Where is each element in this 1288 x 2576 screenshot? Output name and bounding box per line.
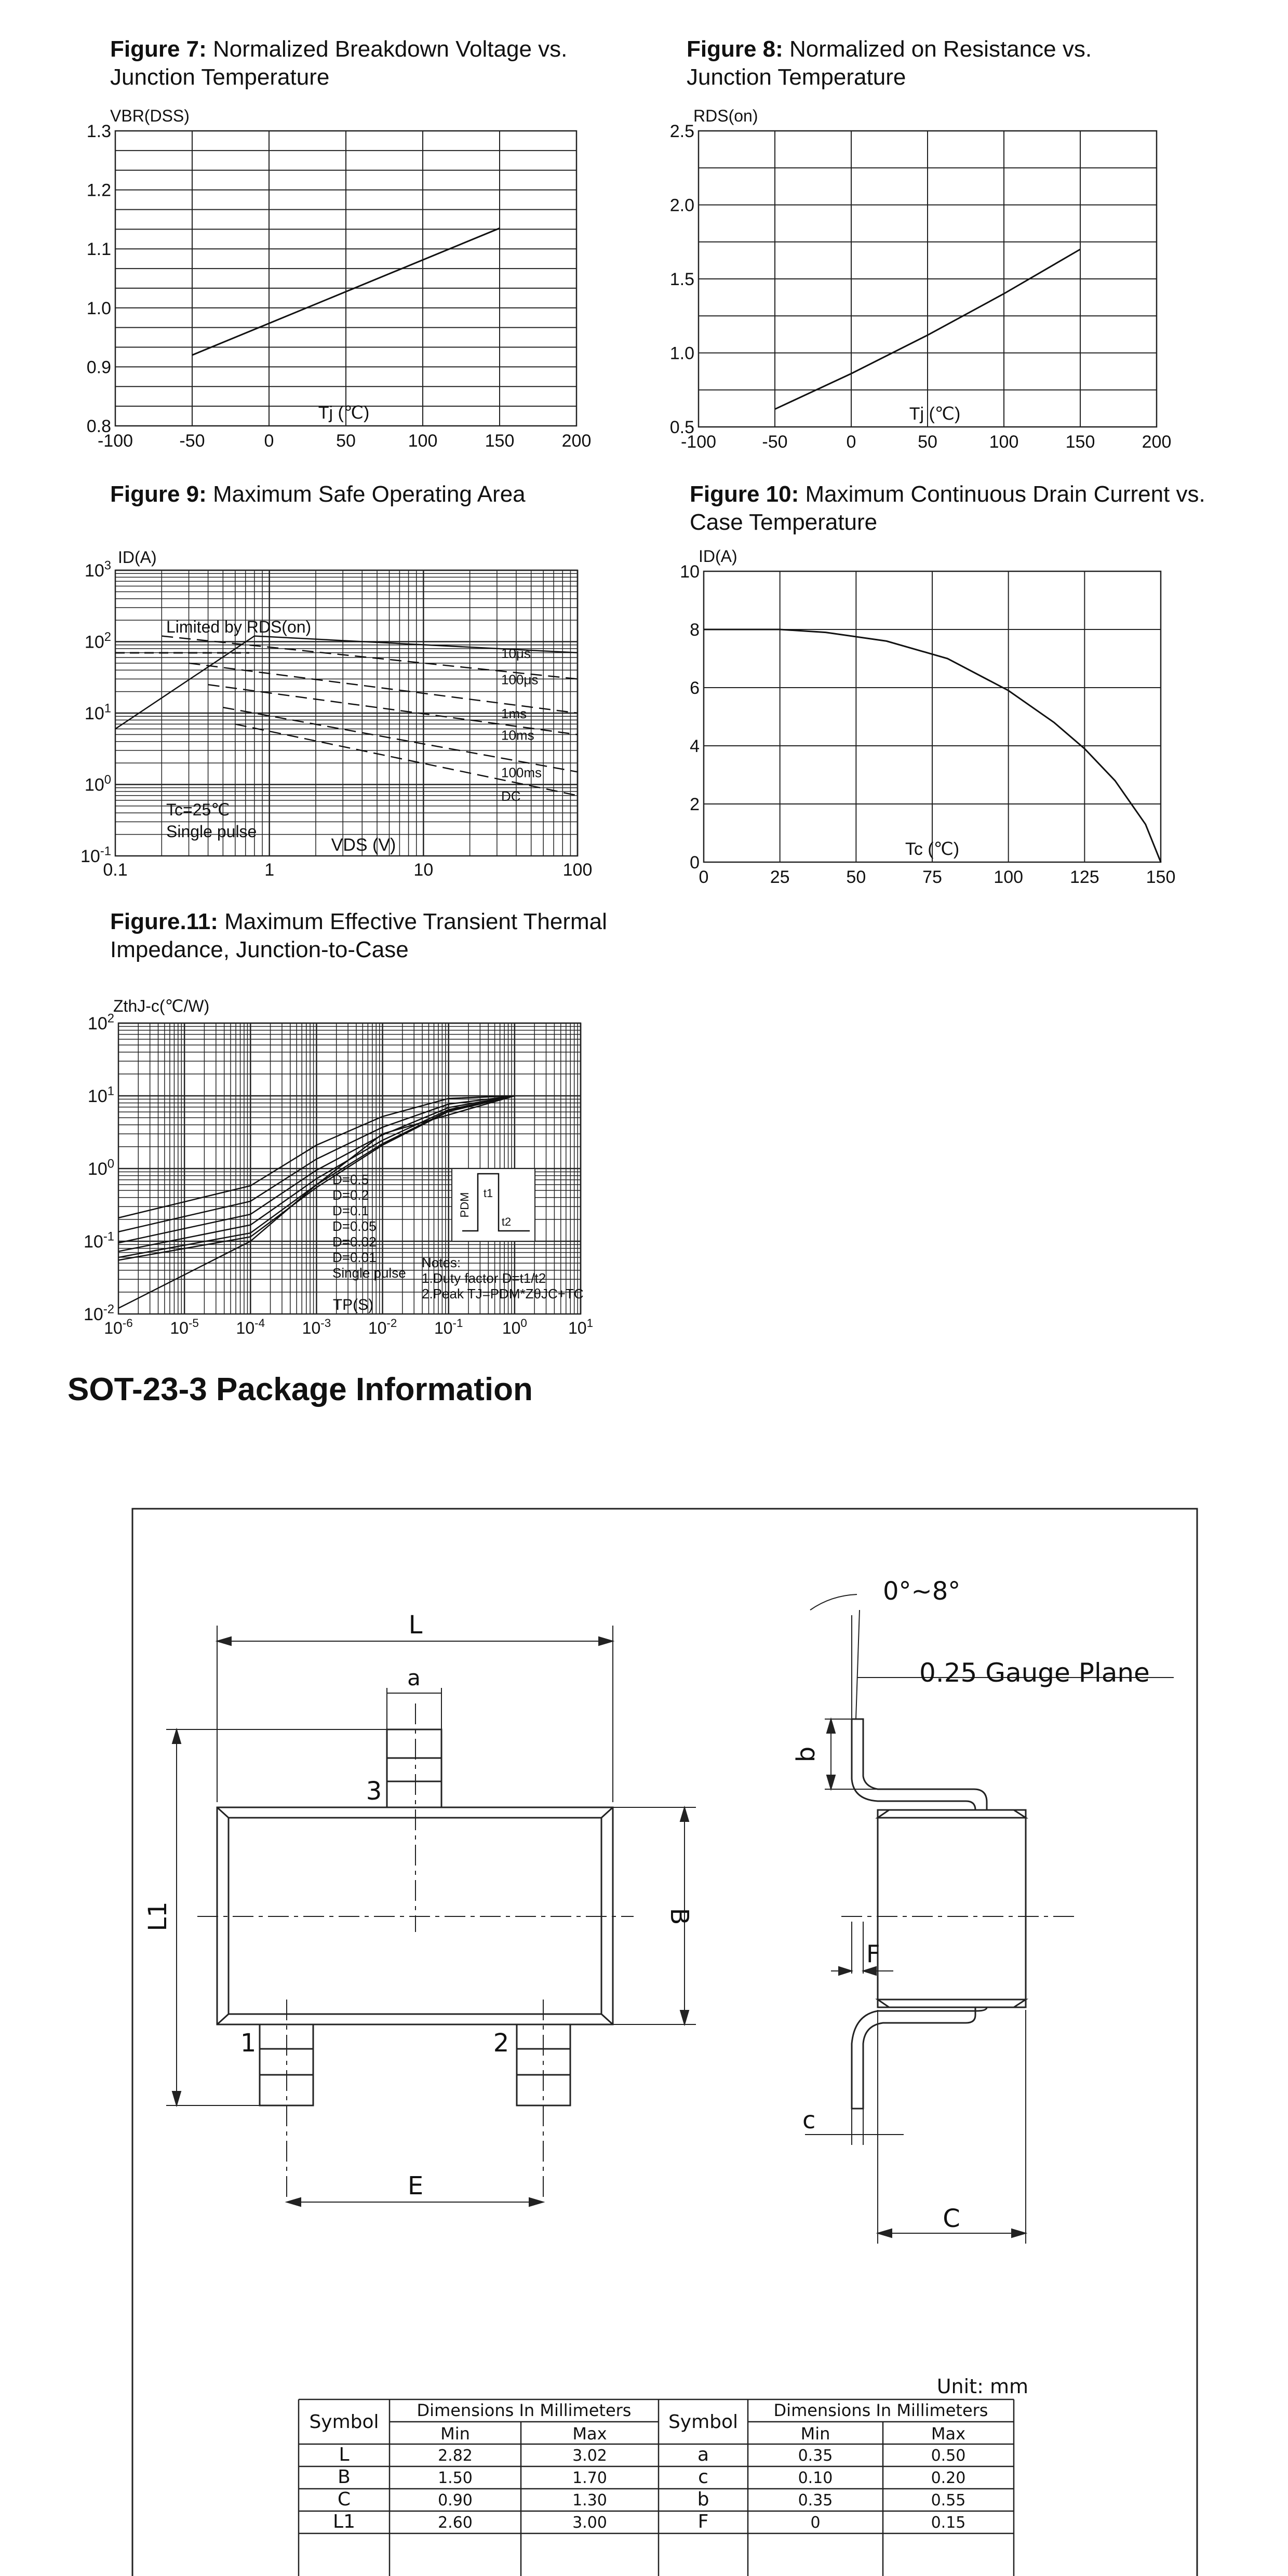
table-cell: 3.02 [572, 2447, 607, 2465]
pin-1-label: 1 [240, 2029, 257, 2058]
y-tick-label: $10^{-1}$ [81, 844, 111, 866]
table-cell: Min [440, 2424, 470, 2444]
x-axis-label: Tj (℃) [318, 403, 370, 423]
y-tick-label: $10^2$ [87, 1011, 114, 1034]
y-tick-label: 0 [690, 853, 700, 873]
annotation: Single pulse [166, 822, 257, 841]
dim-C: C [943, 2204, 960, 2233]
dim-F: F [866, 1940, 880, 1968]
legend-entry: D=0.01 [332, 1250, 377, 1265]
table-cell: 0.35 [798, 2491, 833, 2510]
pin-3-label: 3 [366, 1777, 382, 1806]
x-tick-label: 25 [770, 867, 790, 887]
x-tick-label: 150 [485, 431, 515, 451]
table-cell: 0.15 [931, 2514, 966, 2532]
y-axis-label: ZthJ-c(℃/W) [113, 997, 210, 1015]
x-tick-label: 150 [1146, 867, 1176, 887]
legend-entry: D=0.5 [332, 1172, 369, 1187]
table-cell: F [697, 2511, 709, 2532]
table-cell: 3.00 [572, 2514, 607, 2532]
x-tick-label: -50 [179, 431, 205, 451]
table-cell: b [697, 2489, 709, 2510]
x-tick-label: $10^{-1}$ [434, 1317, 463, 1337]
y-axis-label: ID(A) [699, 547, 737, 566]
y-tick-label: $10^{-2}$ [84, 1302, 114, 1324]
note-text: 1.Duty factor D=t1/t2 [422, 1270, 546, 1286]
legend-entry: D=0.05 [332, 1218, 377, 1234]
dim-b: b [791, 1746, 821, 1763]
y-tick-label: 6 [690, 678, 700, 698]
legend-entry: D=0.2 [332, 1187, 369, 1203]
series-label: 100ms [501, 764, 542, 781]
x-tick-label: 0 [699, 867, 709, 887]
dim-L: L [408, 1611, 423, 1640]
series-label: 10ms [501, 727, 534, 743]
table-cell: 1.50 [438, 2469, 473, 2487]
unit-label: Unit: mm [936, 2375, 1028, 2398]
gauge-plane-label: 0.25 Gauge Plane [919, 1658, 1150, 1688]
x-tick-label: 150 [1065, 432, 1095, 452]
y-tick-label: 2.5 [669, 122, 694, 141]
y-tick-label: $10^1$ [84, 701, 111, 723]
y-axis-label: RDS(on) [693, 106, 758, 125]
table-cell: L1 [333, 2511, 355, 2532]
y-tick-label: 1.0 [669, 343, 694, 364]
figure-11-caption: Figure.11: Maximum Effective Transient Thermal Impedance, Junction-to-Case [110, 909, 607, 962]
table-cell: Symbol [668, 2411, 739, 2433]
table-cell: L [339, 2444, 350, 2465]
y-tick-label: 2 [690, 795, 700, 814]
table-cell: 0.35 [798, 2447, 833, 2465]
x-axis-label: TP(S) [332, 1296, 374, 1313]
y-tick-label: 1.1 [86, 239, 111, 260]
x-tick-label: 100 [408, 431, 438, 451]
pin-2-label: 2 [493, 2029, 509, 2058]
x-tick-label: 0.1 [103, 860, 128, 880]
x-tick-label: 200 [1142, 432, 1172, 452]
inset-label: t2 [501, 1215, 512, 1228]
x-tick-label: 10 [413, 860, 434, 880]
table-cell: Min [800, 2424, 830, 2444]
y-tick-label: 0.9 [86, 357, 111, 378]
y-tick-label: $10^3$ [84, 558, 111, 581]
y-tick-label: 1.2 [86, 180, 111, 200]
table-cell: 2.82 [438, 2447, 473, 2465]
y-tick-label: 0.5 [669, 418, 694, 437]
x-tick-label: $10^{-6}$ [104, 1317, 133, 1337]
x-tick-label: $10^{-2}$ [368, 1317, 397, 1337]
x-tick-label: 0 [846, 432, 856, 452]
y-tick-label: 1.0 [86, 298, 111, 318]
dim-L1: L1 [143, 1901, 172, 1931]
x-tick-label: 0 [264, 431, 274, 451]
x-tick-label: -100 [680, 432, 717, 452]
series-label: DC [501, 788, 521, 804]
x-tick-label: $10^0$ [502, 1317, 527, 1337]
table-cell: Dimensions In Millimeters [773, 2400, 988, 2420]
x-tick-label: $10^{-4}$ [236, 1317, 265, 1337]
x-tick-label: 100 [994, 867, 1024, 887]
x-tick-label: 50 [336, 431, 356, 451]
y-tick-label: 1.3 [86, 122, 111, 141]
table-cell: 0.50 [931, 2447, 966, 2465]
legend-entry: Single pulse [332, 1265, 406, 1281]
y-tick-label: $10^{-1}$ [84, 1229, 114, 1252]
y-tick-label: 8 [690, 620, 700, 640]
y-tick-label: $10^0$ [84, 772, 111, 795]
table-cell: 0 [810, 2514, 821, 2532]
y-axis-label: VBR(DSS) [110, 106, 190, 125]
series-label: 10μs [501, 645, 531, 661]
y-axis-label: ID(A) [118, 548, 157, 567]
x-tick-label: 100 [562, 860, 593, 880]
figure-9-caption: Figure 9: Maximum Safe Operating Area [110, 481, 526, 507]
y-tick-label: 0.8 [86, 417, 111, 436]
table-cell: 2.60 [438, 2514, 473, 2532]
package-heading: SOT-23-3 Package Information [68, 1372, 533, 1407]
figure-8-caption: Figure 8: Normalized on Resistance vs. Junction Temperature [687, 36, 1092, 90]
table-cell: 0.10 [798, 2469, 833, 2487]
x-tick-label: 125 [1069, 867, 1099, 887]
x-tick-label: $10^1$ [568, 1317, 594, 1337]
angle-label: 0°~8° [883, 1577, 961, 1606]
y-tick-label: 4 [690, 736, 700, 756]
inset-label: PDM [458, 1192, 471, 1218]
y-tick-label: 2.0 [669, 195, 694, 216]
y-tick-label: $10^1$ [87, 1084, 114, 1106]
table-cell: Symbol [309, 2411, 379, 2433]
inset-label: t1 [483, 1187, 493, 1200]
table-cell: 1.30 [572, 2491, 607, 2510]
y-tick-label: $10^2$ [84, 629, 111, 652]
annotation: Tc=25℃ [166, 800, 230, 819]
x-axis-label: Tj (℃) [909, 404, 961, 424]
x-tick-label: 200 [561, 431, 592, 451]
note-text: Notes: [422, 1255, 461, 1270]
note-text: 2.Peak TJ=PDM*ZθJC+TC [422, 1286, 584, 1302]
x-axis-label: VDS (V) [331, 835, 396, 855]
y-tick-label: 1.5 [669, 270, 694, 289]
table-cell: B [338, 2466, 351, 2488]
table-cell: 0.55 [931, 2491, 966, 2510]
table-cell: Dimensions In Millimeters [417, 2400, 632, 2420]
x-tick-label: 100 [989, 432, 1019, 452]
table-cell: Max [572, 2424, 607, 2444]
x-tick-label: $10^{-3}$ [302, 1317, 331, 1337]
x-tick-label: 75 [922, 867, 942, 887]
table-cell: c [698, 2466, 708, 2488]
x-tick-label: 50 [846, 867, 866, 887]
table-cell: 1.70 [572, 2469, 607, 2487]
legend-entry: D=0.1 [332, 1203, 369, 1218]
x-tick-label: 50 [918, 432, 937, 452]
table-cell: a [697, 2444, 709, 2465]
table-cell: 0.20 [931, 2469, 966, 2487]
legend-entry: D=0.02 [332, 1234, 377, 1250]
series-label: 100μs [501, 672, 539, 688]
x-axis-label: Tc (℃) [905, 839, 960, 859]
figure-7-caption: Figure 7: Normalized Breakdown Voltage vs. Junction Temperature [110, 36, 568, 90]
table-cell: Max [931, 2424, 966, 2444]
annotation: Limited by RDS(on) [166, 618, 312, 636]
dim-B: B [665, 1908, 694, 1925]
x-tick-label: $10^{-5}$ [170, 1317, 199, 1337]
y-tick-label: $10^0$ [87, 1157, 114, 1179]
x-tick-label: -50 [762, 432, 788, 452]
dim-c: c [802, 2106, 816, 2134]
dim-E: E [407, 2171, 424, 2201]
table-cell: C [337, 2489, 351, 2510]
table-cell: 0.90 [438, 2491, 473, 2510]
dim-a: a [407, 1665, 421, 1691]
x-tick-label: 1 [264, 860, 275, 880]
y-tick-label: 10 [680, 562, 700, 582]
series-label: 1ms [501, 706, 527, 721]
x-tick-label: -100 [97, 431, 133, 451]
figure-10-caption: Figure 10: Maximum Continuous Drain Current vs. Case Temperature [690, 481, 1205, 535]
